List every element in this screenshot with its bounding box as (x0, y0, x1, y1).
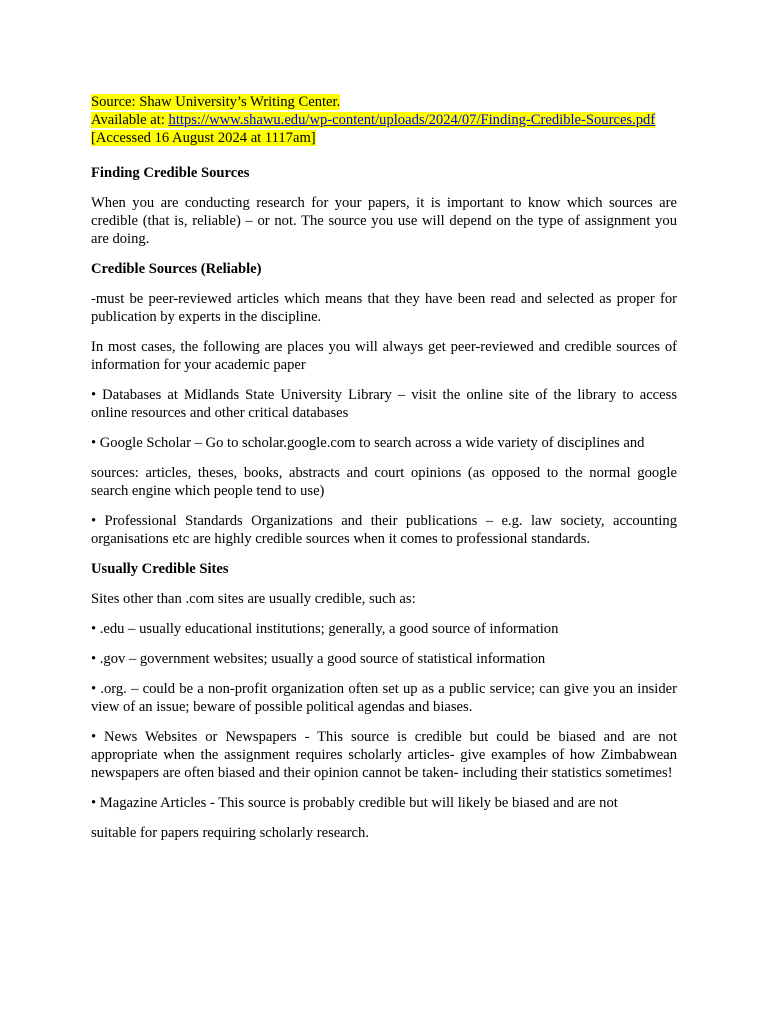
usually-credible-heading: Usually Credible Sites (91, 561, 229, 577)
usually-intro: Sites other than .com sites are usually credible, such as: (91, 591, 416, 607)
places-paragraph: In most cases, the following are places you will always get peer-reviewed and credible sources of information for your academic paper (91, 339, 677, 373)
available-line (91, 111, 677, 129)
bullet-org: • .org. – could be a non-profit organization often set up as a public service; can give you an insider view of an issue; beware of possible political agendas and biases. (91, 681, 677, 715)
bullet-gov: • .gov – government websites; usually a good source of statistical information (91, 651, 546, 667)
spacer (91, 147, 677, 164)
source-url-link[interactable]: https://www.shawu.edu/wp-content/uploads/2024/07/Finding-Credible-Sources.pdf (168, 112, 656, 128)
source-block (91, 93, 677, 147)
accessed-text: [Accessed 16 August 2024 at 1117am] (91, 130, 316, 146)
bullet-edu: • .edu – usually educational institutions; generally, a good source of information (91, 621, 559, 637)
document-title: Finding Credible Sources (91, 165, 250, 181)
available-prefix: Available at: (91, 112, 169, 128)
bullet-news-websites: • News Websites or Newspapers - This source is credible but could be biased and are not appropriate when the assignment requires scholarly articles- give examples of how Zimbabwean newspapers are often biased and their opinion cannot be taken- including their statistics sometimes! (91, 729, 677, 781)
bullet-magazine-articles: • Magazine Articles - This source is probably credible but will likely be biased and are not (91, 795, 618, 811)
bullet-professional-standards: • Professional Standards Organizations and their publications – e.g. law society, accounting organisations etc are highly credible sources when it comes to professional standards. (91, 513, 677, 547)
document-page (91, 93, 677, 854)
peer-reviewed-paragraph: -must be peer-reviewed articles which means that they have been read and selected as proper for publication by experts in the discipline. (91, 291, 677, 325)
bullet-magazine-articles-continued: suitable for papers requiring scholarly research. (91, 825, 369, 841)
source-line (91, 93, 677, 111)
accessed-line (91, 129, 677, 147)
intro-paragraph: When you are conducting research for your papers, it is important to know which sources are credible (that is, reliable) – or not. The source you use will depend on the type of assignment you are doing. (91, 195, 677, 247)
bullet-google-scholar: • Google Scholar – Go to scholar.google.com to search across a wide variety of disciplines and (91, 435, 645, 451)
bullet-databases: • Databases at Midlands State University Library – visit the online site of the library to access online resources and other critical databases (91, 387, 677, 421)
bullet-google-scholar-continued: sources: articles, theses, books, abstracts and court opinions (as opposed to the normal google search engine which people tend to use) (91, 465, 677, 499)
credible-sources-heading: Credible Sources (Reliable) (91, 261, 262, 277)
source-text: Source: Shaw University’s Writing Center. (91, 94, 341, 110)
